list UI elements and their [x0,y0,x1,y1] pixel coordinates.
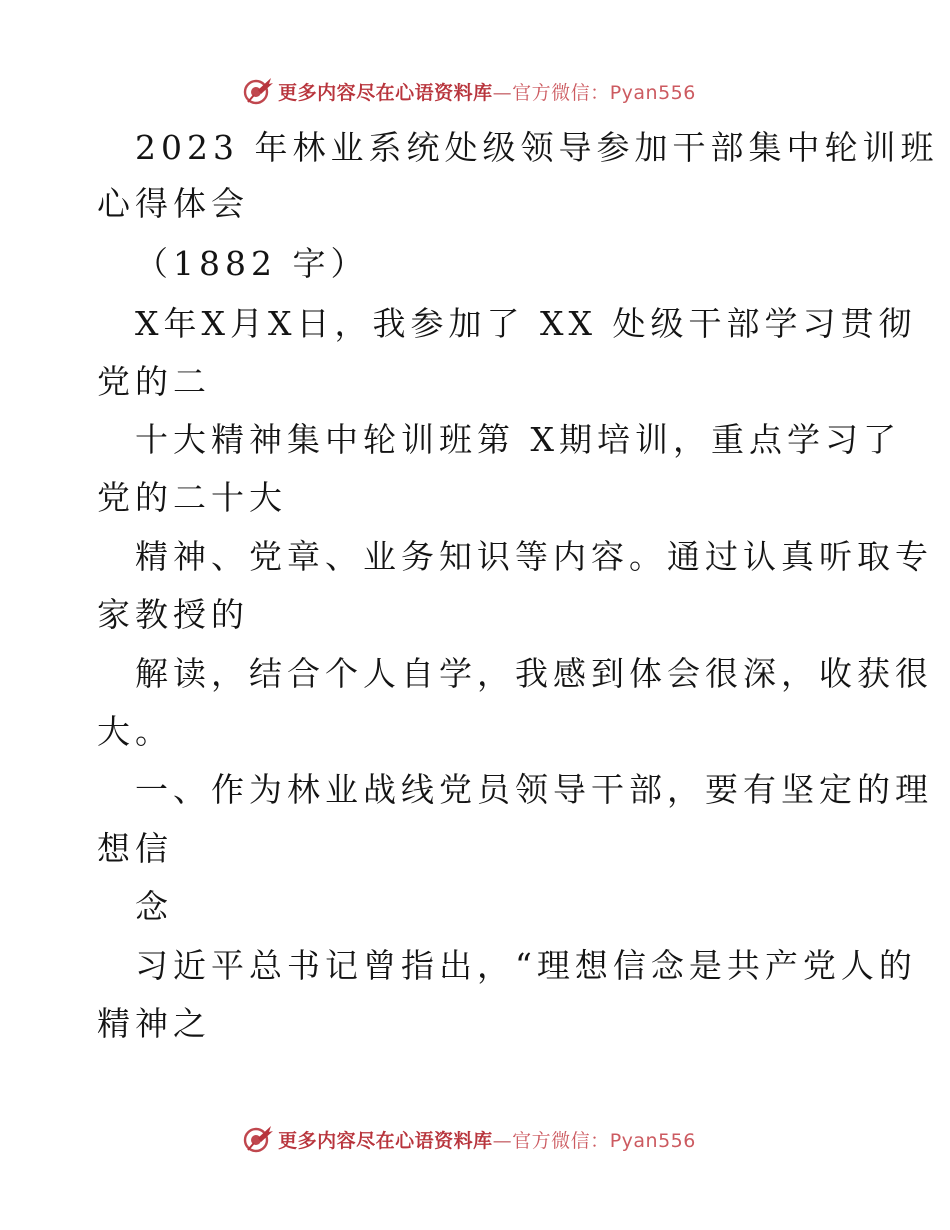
footer-banner-content [242,1123,696,1155]
header-banner-content [242,75,696,107]
section-heading-1: 一、作为林业战线党员领导干部，要有坚定的理 [135,770,933,809]
body-line: 十大精神集中轮训班第 X期培训，重点学习了 [135,420,901,459]
banner-wechat-label: 官方微信： [512,1129,610,1152]
body-line: 家教授的 [97,595,249,634]
body-line: 解读，结合个人自学，我感到体会很深，收获很 [135,654,933,693]
body-line: 精神、党章、业务知识等内容。通过认真听取专 [135,537,933,576]
banner-main-text: 更多内容尽在心语资料库 [278,81,493,104]
document-title-line-1: 2023 年林业系统处级领导参加干部集中轮训班 [135,128,939,167]
banner-separator: — [492,81,513,104]
banner-text [278,78,696,105]
banner-main-text: 更多内容尽在心语资料库 [278,1129,493,1152]
banner-separator: — [492,1129,513,1152]
quill-logo-icon [242,75,274,107]
banner-wechat-handle: Pyan556 [609,1129,696,1152]
section-heading-1-cont: 念 [135,887,173,926]
body-line: 党的二十大 [97,478,287,517]
body-line: 精神之 [97,1004,211,1043]
banner-wechat-label: 官方微信： [512,81,610,104]
body-line: 习近平总书记曾指出，“理想信念是共产党人的 [135,946,917,985]
word-count: （1882 字） [135,244,369,283]
header-banner [0,74,950,108]
footer-banner [0,1122,950,1156]
body-line: 大。 [97,712,173,751]
banner-wechat-handle: Pyan556 [609,81,696,104]
banner-text [278,1126,696,1153]
quill-logo-icon [242,1123,274,1155]
body-line: X年X月X日，我参加了 XX 处级干部学习贯彻 [135,304,917,343]
section-heading-1-cont: 想信 [97,829,173,868]
body-line: 党的二 [97,362,211,401]
document-title-line-2: 心得体会 [97,184,249,223]
